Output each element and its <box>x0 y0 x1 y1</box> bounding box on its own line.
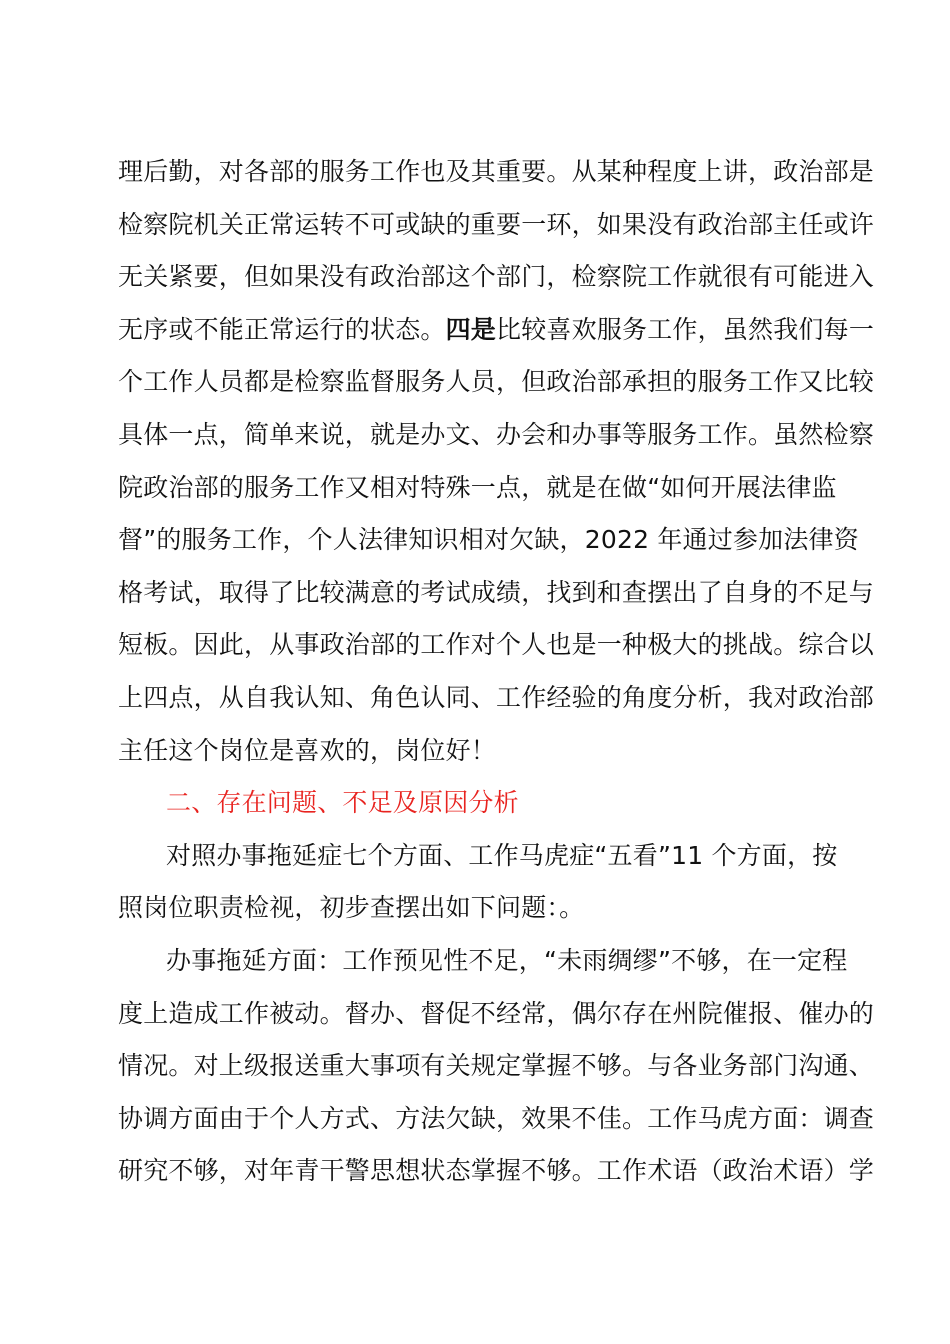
text-line: 检察院机关正常运转不可或缺的重要一环，如果没有政治部主任或许 <box>118 209 875 239</box>
text-line: 研究不够，对年青干警思想状态掌握不够。工作术语（政治术语）学 <box>118 1156 875 1186</box>
section-heading: 二、存在问题、不足及原因分析 <box>166 788 519 818</box>
bold-marker: 四是 <box>445 314 497 344</box>
text-line <box>118 304 875 357</box>
text-line: 院政治部的服务工作又相对特殊一点，就是在做“如何开展法律监 <box>118 472 837 502</box>
text-segment: 比较喜欢服务工作，虽然我们每一 <box>496 314 875 344</box>
text-line: 上四点，从自我认知、角色认同、工作经验的角度分析，我对政治部 <box>118 682 875 712</box>
text-line: 情况。对上级报送重大事项有关规定掌握不够。与各业务部门沟通、 <box>118 1051 875 1081</box>
text-line: 度上造成工作被动。督办、督促不经常，偶尔存在州院催报、催办的 <box>118 998 875 1028</box>
text-line: 督”的服务工作，个人法律知识相对欠缺，2022 年通过参加法律资 <box>118 525 859 555</box>
text-line: 理后勤，对各部的服务工作也及其重要。从某种程度上讲，政治部是 <box>118 157 875 186</box>
text-line: 格考试，取得了比较满意的考试成绩，找到和查摆出了自身的不足与 <box>118 577 875 607</box>
text-line: 无关紧要，但如果没有政治部这个部门，检察院工作就很有可能进入 <box>118 262 875 292</box>
text-segment: 无序或不能正常运行的状态。 <box>118 314 446 344</box>
text-line: 对照办事拖延症七个方面、工作马虎症“五看”11 个方面，按 <box>166 840 838 870</box>
document-page <box>118 146 875 1198</box>
text-line: 具体一点，简单来说，就是办文、办会和办事等服务工作。虽然检察 <box>118 419 875 449</box>
text-line: 照岗位职责检视，初步查摆出如下问题：。 <box>118 893 585 923</box>
text-line: 协调方面由于个人方式、方法欠缺，效果不佳。工作马虎方面：调查 <box>118 1103 875 1133</box>
text-line: 短板。因此，从事政治部的工作对个人也是一种极大的挑战。综合以 <box>118 630 875 660</box>
text-line: 主任这个岗位是喜欢的，岗位好！ <box>118 735 497 765</box>
text-line: 个工作人员都是检察监督服务人员，但政治部承担的服务工作又比较 <box>118 367 875 397</box>
text-line: 办事拖延方面：工作预见性不足，“未雨绸缪”不够，在一定程 <box>166 945 848 975</box>
